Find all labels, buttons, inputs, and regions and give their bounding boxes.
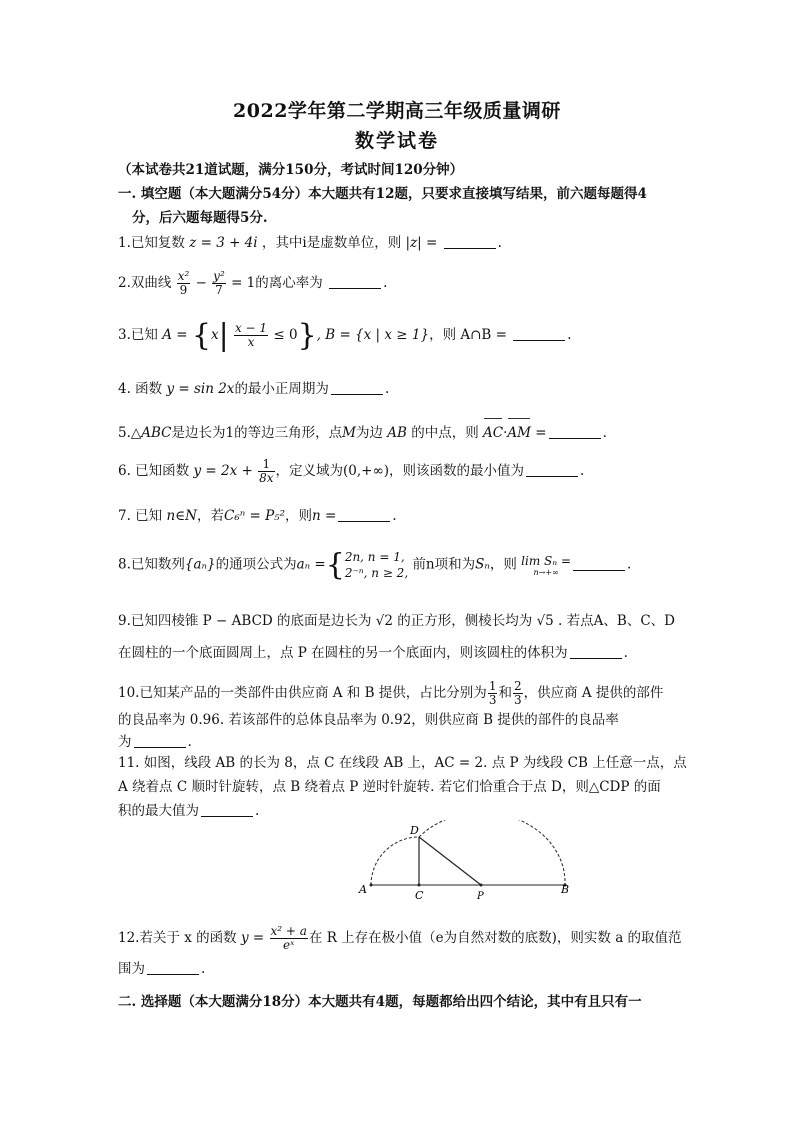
q9-line2-wrap — [118, 642, 678, 664]
segment-dp — [419, 837, 481, 885]
point-p — [480, 884, 483, 887]
q2-frac-x — [177, 270, 191, 297]
q2-suffix: 的离心率为 — [255, 275, 323, 291]
answer-blank-6[interactable] — [526, 462, 578, 477]
answer-blank-11[interactable] — [201, 802, 253, 817]
q11-end: . — [255, 803, 260, 819]
q3-end: . — [567, 327, 572, 343]
point-a — [370, 884, 373, 887]
q9-line2: 在圆柱的一个底面圆周上，点 P 在圆柱的另一个底面内，则该圆柱的体积为 — [118, 645, 568, 661]
answer-blank-5[interactable] — [549, 424, 601, 439]
q12-line1-wrap — [118, 924, 682, 952]
answer-blank-12[interactable] — [147, 960, 199, 975]
answer-blank-4[interactable] — [331, 380, 383, 395]
q4-prefix: 4. 函数 — [118, 381, 163, 397]
q3-ask: ，则 A∩B = — [429, 327, 507, 343]
q8-mid2: 前n项和为 — [412, 556, 476, 573]
q8-end: . — [627, 556, 632, 573]
q4-expr: y = sin 2x — [166, 381, 235, 397]
q5-prefix: 5.△ — [118, 425, 142, 441]
q10-line3: 为 — [118, 734, 132, 750]
question-3 — [118, 318, 678, 353]
q3-frac — [234, 322, 268, 349]
q2-minus: − — [195, 275, 207, 291]
q6-expr: y = 2x + — [193, 463, 253, 479]
q6-num: 1 — [258, 458, 274, 472]
question-1 — [118, 232, 678, 254]
q10-line1-wrap — [118, 680, 678, 707]
q6-end: . — [579, 463, 585, 479]
section-1-heading-line1: 一. 填空题（本大题满分54分）本大题共有12题，只要求直接填写结果，前六题每题得4 — [118, 186, 647, 202]
q5-m: M — [342, 425, 356, 441]
question-11 — [118, 752, 687, 822]
q5-mid2: 为边 — [355, 425, 383, 441]
q1-ask: |z| = — [405, 235, 438, 251]
q7-prefix: 7. 已知 — [118, 508, 163, 524]
q3-brace-right: } — [297, 318, 317, 353]
q2-den2: 7 — [215, 283, 223, 297]
q8-limit — [521, 553, 571, 577]
question-8 — [118, 549, 678, 581]
exam-note: （本试卷共21道试题，满分150分，考试时间120分钟） — [118, 162, 464, 178]
q3-cond: ≤ 0 — [273, 327, 298, 343]
question-4 — [118, 378, 678, 400]
point-c — [418, 884, 421, 887]
q9-line1: 9.已知四棱锥 P − ABCD 的底面是边长为 √2 的正方形，侧棱长均为 √5 . 若点A、B、C、D — [118, 613, 675, 629]
q5-dot: · — [503, 425, 508, 441]
section-1-heading — [118, 182, 678, 230]
answer-blank-8[interactable] — [573, 556, 625, 571]
q12-end: . — [201, 961, 206, 977]
q3-bar: | — [218, 318, 229, 353]
q12-mid: 在 R 上存在极小值（e为自然对数的底数)，则实数 a 的取值范 — [308, 930, 682, 946]
q12-num: x² + a — [270, 924, 307, 938]
q10-f2d: 3 — [513, 693, 522, 707]
q7-mid1: ，若 — [196, 508, 224, 524]
q7-expr1: n∈N — [166, 508, 197, 524]
q8-prefix: 8.已知数列 — [118, 556, 185, 573]
q12-y: y = — [240, 930, 265, 946]
q9-end: . — [623, 645, 628, 661]
q8-limsub: n→+∞ — [533, 568, 559, 577]
q4-suffix: 的最小正周期为 — [234, 381, 329, 397]
q5-vector-am: AM — [507, 422, 531, 444]
question-5 — [118, 422, 678, 444]
answer-blank-1[interactable] — [444, 234, 496, 249]
label-d: D — [410, 824, 419, 837]
question-9 — [118, 610, 678, 664]
q5-vector-ac: AC — [483, 422, 503, 444]
q10-line1a: 10.已知某产品的一类部件由供应商 A 和 B 提供，占比分别为 — [118, 685, 487, 701]
section-2-heading: 二. 选择题（本大题满分18分）本大题共有4题，每题都给出四个结论，其中有且只有一 — [118, 994, 642, 1010]
q2-num1: x² — [177, 269, 190, 283]
q12-den: eˣ — [283, 938, 295, 952]
q3-set-a: A = — [162, 327, 188, 343]
question-10 — [118, 680, 678, 753]
q12-line2: 围为 — [118, 961, 145, 977]
q1-expr: z = 3 + 4i — [189, 235, 258, 251]
q3-den: x — [247, 335, 255, 349]
label-p: P — [477, 891, 484, 902]
q8-mid1: 的通项公式为 — [215, 556, 297, 573]
label-a: A — [359, 883, 367, 896]
q3-prefix: 3.已知 — [118, 327, 158, 343]
q2-frac-y — [212, 270, 226, 297]
q5-eq: = — [535, 425, 547, 441]
q11-line1: 11. 如图，线段 AB 的长为 8，点 C 在线段 AB 上，AC = 2. 点 P 为线段 CB 上任意一点，点 — [118, 755, 687, 771]
q10-line2: 的良品率为 0.96. 若该部件的总体良品率为 0.92，则供应商 B 提供的部件的良品率 — [118, 712, 619, 728]
q7-mid2: ，则 — [285, 508, 312, 524]
q10-line3-wrap — [118, 731, 678, 753]
q10-f1d: 3 — [488, 693, 497, 707]
q7-expr2: C₆ⁿ = P₅² — [223, 508, 285, 524]
arc-d-to-b — [419, 820, 565, 885]
q10-line1b: ，供应商 A 提供的部件 — [523, 685, 664, 701]
q10-f1n: 1 — [488, 679, 497, 693]
q3-brace-left: { — [191, 318, 211, 353]
q10-frac-2 — [513, 680, 523, 707]
question-12 — [118, 924, 682, 980]
q3-set-b: , B = {x | x ≥ 1} — [316, 327, 430, 343]
q5-mid3: 的中点，则 — [411, 425, 479, 441]
q8-brace: { — [325, 547, 345, 583]
section-1-heading-line2: 分，后六题每题得5分. — [132, 210, 268, 226]
q8-cases — [345, 549, 408, 581]
q11-line2: A 绕着点 C 顺时针旋转，点 B 绕着点 P 逆时针旋转. 若它们恰重合于点 D，则△CDP 的面 — [118, 779, 661, 795]
q7-end: . — [392, 508, 397, 524]
question-7 — [118, 505, 678, 527]
answer-blank-2[interactable] — [329, 274, 381, 289]
answer-blank-10[interactable] — [134, 733, 186, 748]
q8-an: aₙ = — [296, 556, 326, 573]
q6-frac — [258, 458, 274, 485]
exam-subtitle: 数学试卷 — [354, 130, 439, 152]
label-b: B — [561, 883, 570, 896]
q10-end: . — [187, 734, 192, 750]
q7-ask: n = — [312, 508, 337, 524]
q8-case2: 2⁻ⁿ, n ≥ 2, — [344, 566, 409, 580]
q2-den1: 9 — [179, 283, 188, 297]
q5-end: . — [602, 425, 607, 441]
q6-den: 8x — [259, 471, 274, 485]
q8-seq: {aₙ} — [184, 556, 216, 573]
q3-num: x − 1 — [234, 321, 268, 335]
q12-frac — [270, 925, 308, 952]
q5-mid1: 是边长为1的等边三角形，点 — [171, 425, 343, 441]
q11-diagram — [355, 820, 580, 902]
q4-end: . — [384, 381, 390, 397]
q11-line3: 积的最大值为 — [118, 803, 199, 819]
q8-sn: Sₙ — [475, 556, 490, 573]
q6-prefix: 6. 已知函数 — [118, 463, 190, 479]
q3-x: x — [210, 327, 219, 343]
q2-end: . — [383, 275, 388, 291]
q12-line2-wrap — [118, 958, 678, 980]
q10-f2n: 2 — [513, 679, 522, 693]
q10-and: 和 — [498, 685, 512, 701]
answer-blank-9[interactable] — [570, 644, 622, 659]
q2-num2: y² — [213, 269, 225, 283]
q2-eq: = 1 — [231, 275, 256, 291]
q6-mid: ，定义域为(0,+∞)，则该函数的最小值为 — [275, 463, 524, 479]
q1-prefix: 1.已知复数 — [118, 235, 185, 251]
question-2 — [118, 270, 678, 297]
q10-frac-1 — [488, 680, 498, 707]
q8-lim: lim Sₙ = — [521, 554, 571, 568]
q8-case1: 2n, n = 1, — [344, 550, 405, 564]
question-6 — [118, 458, 678, 485]
label-c: C — [415, 889, 424, 902]
q1-mid: ，其中i是虚数单位，则 — [261, 235, 402, 251]
answer-blank-7[interactable] — [338, 507, 390, 522]
exam-title: 2022学年第二学期高三年级质量调研 — [233, 100, 561, 122]
q2-prefix: 2.双曲线 — [118, 275, 172, 291]
q8-mid3: ，则 — [489, 556, 517, 573]
q5-abc: ABC — [141, 425, 172, 441]
q1-end: . — [497, 235, 502, 251]
q12-prefix: 12.若关于 x 的函数 — [118, 930, 237, 946]
q5-ab: AB — [387, 425, 407, 441]
q11-line3-wrap — [118, 800, 678, 822]
answer-blank-3[interactable] — [513, 326, 565, 341]
arc-a-to-d — [371, 837, 419, 885]
